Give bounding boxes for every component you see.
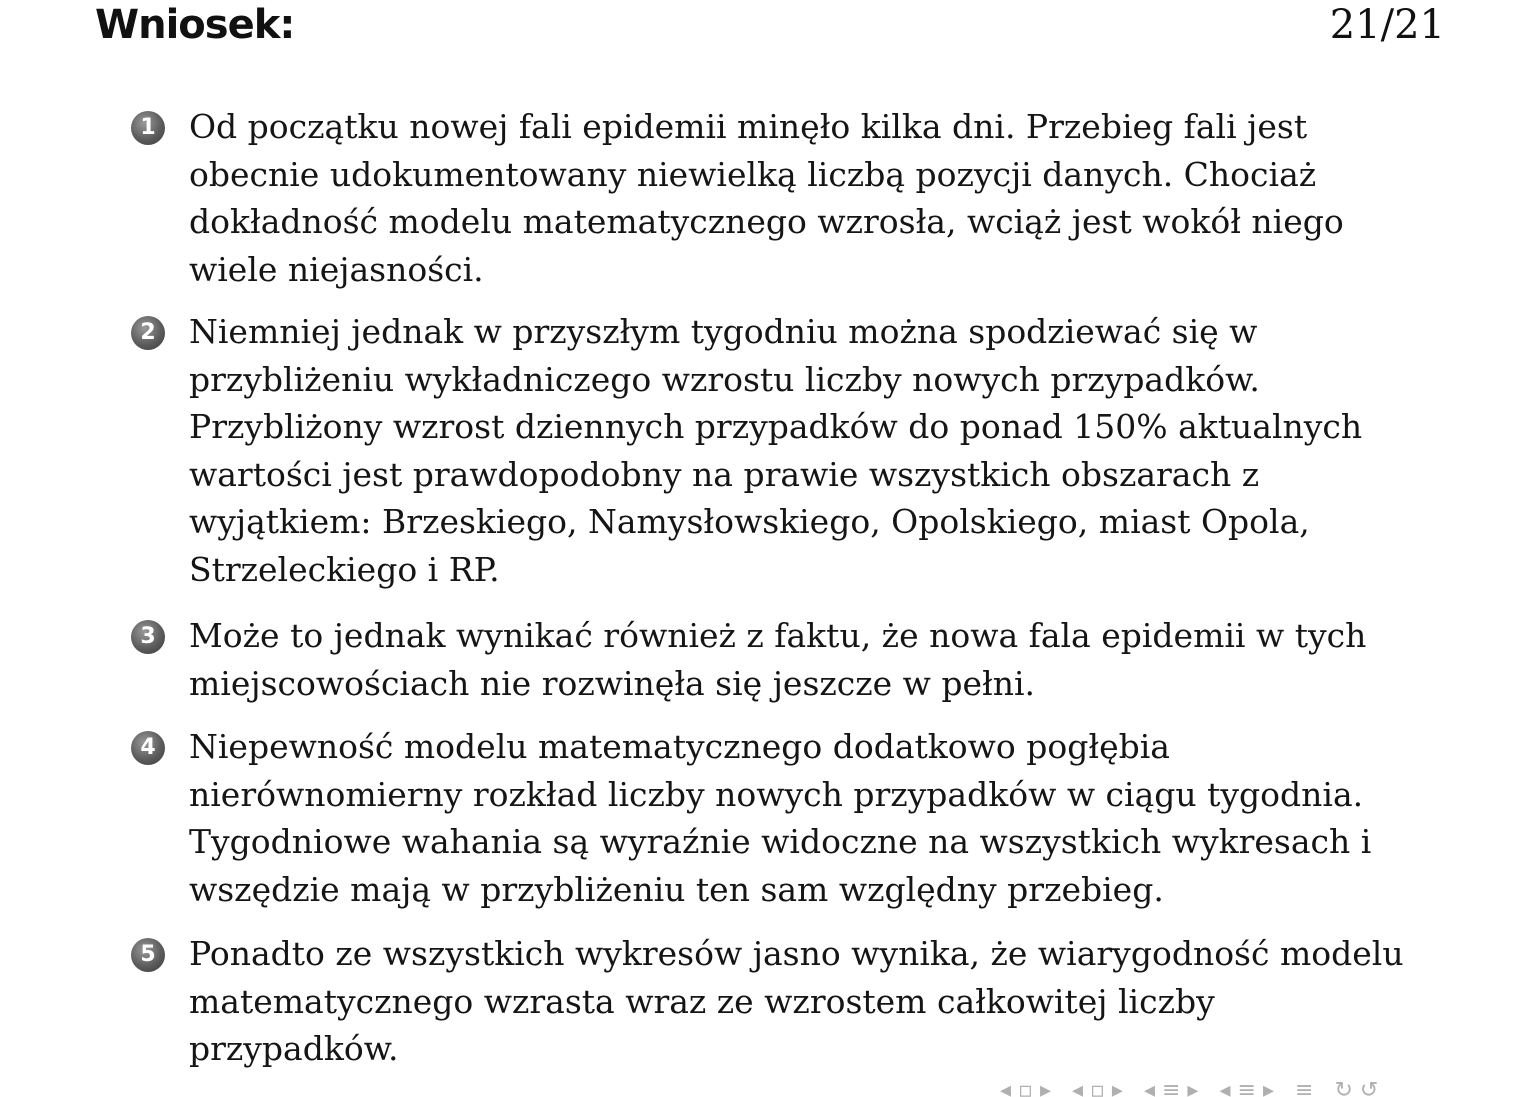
item-text: Niemniej jednak w przyszłym tygodniu można spodziewać się w przybliżeniu wykładniczego wzrostu liczby nowych przypadków. Przybliżony wzrost dziennych przypadków do ponad 150% aktualnych wartości jest prawdopodobny na prawie wszystkich obszarach z wyjątkiem: Brzeskiego, Namysłowskiego, Opolskiego, miast Opola, Strzeleckiego i RP. — [189, 312, 1363, 589]
item-number-badge: 3 — [131, 620, 165, 654]
beamer-navigation-bar — [1000, 1074, 1530, 1097]
nav-align-icon[interactable]: ≡ — [1295, 1078, 1314, 1097]
item-text: Niepewność modelu matematycznego dodatkowo pogłębia nierównomierny rozkład liczby nowych przypadków w ciągu tygodnia. Tygodniowe wahania są wyraźnie widoczne na wszystkich wykresach i wszędzie mają w przybliżeniu ten sam względny przebieg. — [189, 727, 1372, 909]
item-number-badge: 5 — [131, 938, 165, 972]
nav-section-button[interactable]: ◂ ▫ ▸ — [1071, 1078, 1123, 1097]
nav-frame-button[interactable]: ◂ ≡ ▸ — [1219, 1078, 1274, 1097]
nav-slide-button[interactable]: ◂ ▫ ▸ — [1000, 1078, 1051, 1097]
item-number-badge: 2 — [131, 316, 165, 350]
item-text: Może to jednak wynikać również z faktu, że nowa fala epidemii w tych miejscowościach nie rozwinęła się jeszcze w pełni. — [189, 616, 1367, 703]
item-number-badge: 1 — [131, 111, 165, 145]
slide-title: Wniosek: — [95, 2, 295, 48]
item-number-badge: 4 — [131, 731, 165, 765]
item-text: Ponadto ze wszystkich wykresów jasno wynika, że wiarygodność modelu matematycznego wzrasta wraz ze wzrostem całkowitej liczby przypadków. — [189, 934, 1404, 1068]
nav-subsection-button[interactable]: ◂ ≡ ▸ — [1143, 1078, 1199, 1097]
page-number: 21/21 — [1329, 2, 1445, 48]
item-text: Od początku nowej fali epidemii minęło kilka dni. Przebieg fali jest obecnie udokumentowany niewielką liczbą pozycji danych. Chociaż dokładność modelu matematycznego wzrosła, wciąż jest wokół niego wiele niejasności. — [189, 107, 1344, 289]
nav-search-icon[interactable]: ↻ ↺ — [1334, 1078, 1379, 1097]
